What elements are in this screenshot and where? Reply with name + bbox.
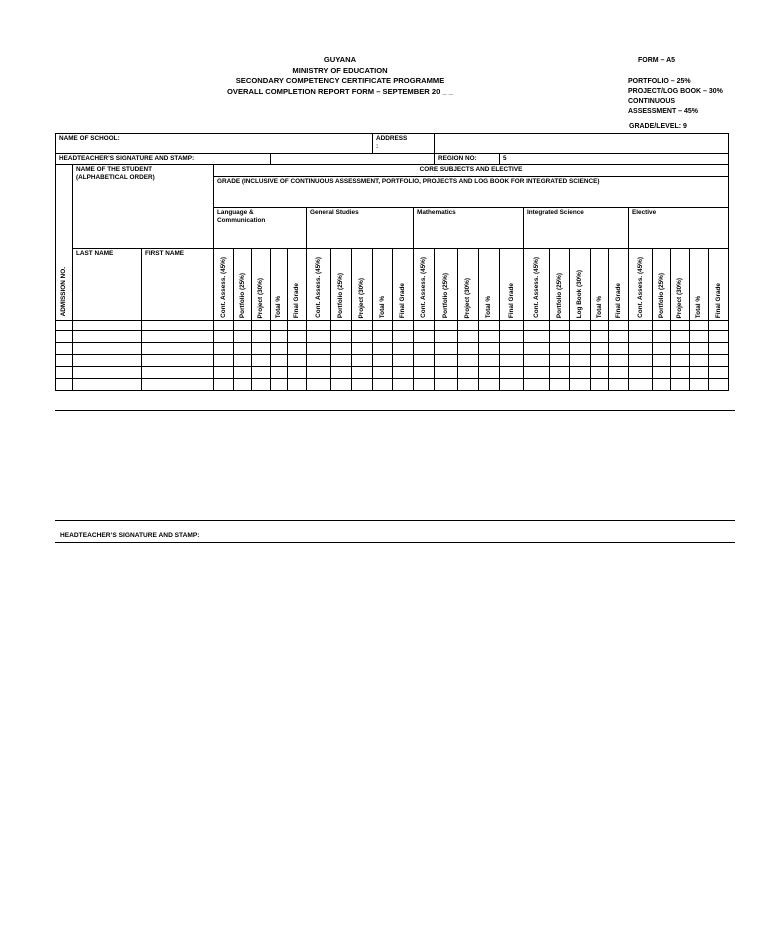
column-header [234,249,252,321]
table-cell[interactable] [373,367,393,379]
table-cell[interactable] [550,379,570,391]
table-cell[interactable] [570,355,591,367]
region-label: REGION NO: [438,155,477,162]
table-cell[interactable] [288,321,307,331]
table-cell[interactable] [252,321,271,331]
table-cell[interactable] [629,321,653,331]
table-row [56,331,729,343]
table-cell[interactable] [690,321,709,331]
table-cell[interactable] [653,367,671,379]
table-cell[interactable] [671,355,690,367]
table-cell[interactable] [500,355,524,367]
column-header [373,249,393,321]
table-cell[interactable] [500,331,524,343]
table-cell[interactable] [479,321,500,331]
table-cell[interactable] [629,331,653,343]
table-cell[interactable] [500,367,524,379]
table-cell[interactable] [671,379,690,391]
column-header [331,249,352,321]
table-cell[interactable] [500,343,524,355]
table-cell[interactable] [352,321,373,331]
table-cell[interactable] [56,321,73,331]
table-cell[interactable] [73,321,142,331]
table-cell[interactable] [609,331,629,343]
table-cell[interactable] [458,343,479,355]
column-header-label: Final Grade [714,282,722,318]
region-value-cell[interactable] [500,154,729,165]
table-cell[interactable] [307,343,331,355]
table-cell[interactable] [524,343,550,355]
table-cell[interactable] [288,355,307,367]
table-cell[interactable] [234,331,252,343]
table-cell[interactable] [288,379,307,391]
table-cell[interactable] [56,355,73,367]
subject-mathematics [414,208,524,249]
table-cell[interactable] [288,367,307,379]
table-cell[interactable] [393,379,414,391]
grade-note-header [214,177,729,208]
table-cell[interactable] [373,379,393,391]
weight-portfolio: PORTFOLIO – 25% [628,78,691,85]
table-cell[interactable] [414,355,435,367]
table-cell[interactable] [331,321,352,331]
table-cell[interactable] [458,379,479,391]
column-header [709,249,729,321]
section-divider [55,410,735,411]
table-cell[interactable] [73,343,142,355]
table-cell[interactable] [690,343,709,355]
column-header-label: Total % [485,295,492,318]
table-cell[interactable] [458,321,479,331]
table-cell[interactable] [234,379,252,391]
table-cell[interactable] [214,379,234,391]
table-cell[interactable] [373,331,393,343]
table-cell[interactable] [591,355,609,367]
subject-integrated-science-label: Integrated Science [527,209,584,216]
column-header [458,249,479,321]
table-cell[interactable] [653,321,671,331]
table-cell[interactable] [352,355,373,367]
first-name-header [142,249,214,321]
table-cell[interactable] [524,355,550,367]
table-cell[interactable] [629,367,653,379]
table-cell[interactable] [671,367,690,379]
table-cell[interactable] [609,343,629,355]
table-row [56,321,729,331]
table-cell[interactable] [331,379,352,391]
table-cell[interactable] [214,343,234,355]
table-cell[interactable] [271,331,288,343]
column-header-label: Project (30%) [676,277,683,318]
table-cell[interactable] [591,321,609,331]
table-cell[interactable] [73,331,142,343]
table-cell[interactable] [414,367,435,379]
table-cell[interactable] [629,355,653,367]
table-cell[interactable] [252,379,271,391]
admission-number-label: ADMISSION NO. [60,266,67,316]
column-header-label: Final Grade [507,282,515,318]
subject-elective-label: Elective [632,209,657,216]
column-header-label: Portfolio (25%) [657,272,665,318]
column-header-label: Total % [695,295,702,318]
form-code: FORM – A5 [638,57,676,64]
column-header-label: Total % [595,295,603,318]
subject-elective [629,208,729,249]
table-cell[interactable] [653,343,671,355]
header-country: GUYANA [323,55,357,64]
column-header [352,249,373,321]
assessment-weights [628,77,723,117]
column-header [307,249,331,321]
table-row [56,343,729,355]
table-cell[interactable] [288,331,307,343]
table-cell[interactable] [690,367,709,379]
column-header-label: Final Grade [293,282,300,318]
table-cell[interactable] [373,355,393,367]
address-label-cell [373,134,435,154]
table-cell[interactable] [271,321,288,331]
table-cell[interactable] [479,379,500,391]
table-cell[interactable] [570,367,591,379]
column-header-label: Cont. Assess. (45%) [314,257,322,318]
table-cell[interactable] [142,343,214,355]
student-name-label: NAME OF THE STUDENT [76,166,152,173]
table-cell[interactable] [234,321,252,331]
core-subjects-header [214,165,729,177]
column-header-label: Total % [275,295,282,318]
core-subjects-label: CORE SUBJECTS AND ELECTIVE [419,166,523,173]
column-header [479,249,500,321]
column-header [671,249,690,321]
column-header-label: Project (30%) [464,277,471,318]
column-header [500,249,524,321]
table-cell[interactable] [73,379,142,391]
table-cell[interactable] [524,367,550,379]
column-header [524,249,550,321]
address-field[interactable] [435,134,729,154]
column-header-label: Project (30%) [257,277,264,318]
table-cell[interactable] [570,343,591,355]
student-name-header [73,165,214,249]
table-cell[interactable] [524,379,550,391]
table-cell[interactable] [653,331,671,343]
column-header [591,249,609,321]
column-header-label: Cont. Assess. (45%) [636,257,644,318]
column-header [414,249,435,321]
weight-project: PROJECT/LOG BOOK – 30% [628,88,723,95]
signature-line-bottom [55,542,735,543]
table-cell[interactable] [709,367,729,379]
table-cell[interactable] [609,379,629,391]
column-header [690,249,709,321]
table-cell[interactable] [591,331,609,343]
table-cell[interactable] [393,355,414,367]
subject-mathematics-label: Mathematics [417,209,456,216]
table-cell[interactable] [393,331,414,343]
table-cell[interactable] [570,331,591,343]
column-header [550,249,570,321]
school-name-label: NAME OF SCHOOL: [59,135,120,142]
table-cell[interactable] [393,343,414,355]
weight-assessment: ASSESSMENT – 45% [628,108,699,115]
last-name-label: LAST NAME [76,250,114,257]
table-cell[interactable] [629,379,653,391]
table-cell[interactable] [271,355,288,367]
table-cell[interactable] [352,331,373,343]
table-cell[interactable] [331,343,352,355]
table-row [56,367,729,379]
table-cell[interactable] [591,343,609,355]
table-cell[interactable] [479,343,500,355]
table-cell[interactable] [479,331,500,343]
address-label: ADDRESS [376,135,408,142]
table-cell[interactable] [73,355,142,367]
form-header [200,55,480,97]
subject-language-line1: Language & [217,209,254,216]
table-cell[interactable] [142,355,214,367]
table-cell[interactable] [234,355,252,367]
subject-general-studies [307,208,414,249]
signature-cell [56,154,271,165]
table-cell[interactable] [414,321,435,331]
table-cell[interactable] [414,343,435,355]
table-cell[interactable] [331,331,352,343]
table-cell[interactable] [435,321,458,331]
table-cell[interactable] [142,321,214,331]
table-cell[interactable] [435,355,458,367]
subject-general-studies-label: General Studies [310,209,359,216]
table-cell[interactable] [307,355,331,367]
table-cell[interactable] [252,355,271,367]
column-header-label: Portfolio (25%) [442,272,449,318]
table-cell[interactable] [252,331,271,343]
table-cell[interactable] [629,343,653,355]
table-cell[interactable] [550,355,570,367]
table-cell[interactable] [609,355,629,367]
table-cell[interactable] [234,343,252,355]
signature-field[interactable] [271,154,435,165]
table-cell[interactable] [709,343,729,355]
signature-label: HEADTEACHER’S SIGNATURE AND STAMP: [59,155,195,162]
table-cell[interactable] [288,343,307,355]
table-cell[interactable] [458,331,479,343]
column-header-label: Total % [378,295,386,318]
table-cell[interactable] [142,379,214,391]
table-cell[interactable] [142,331,214,343]
school-name-cell[interactable] [56,134,373,154]
table-cell[interactable] [609,367,629,379]
table-cell[interactable] [550,331,570,343]
table-cell[interactable] [458,367,479,379]
column-header [435,249,458,321]
table-cell[interactable] [653,379,671,391]
table-row [56,379,729,391]
column-header-label: Project (30%) [358,277,365,318]
table-cell[interactable] [214,331,234,343]
weight-continuous: CONTINUOUS [628,98,676,105]
admission-number-header [56,165,73,321]
completion-report-table [55,133,729,391]
table-cell[interactable] [307,321,331,331]
column-header-label: Portfolio (25%) [337,272,344,318]
region-value: 5 [503,155,507,162]
table-cell[interactable] [271,367,288,379]
column-header [393,249,414,321]
subject-language-line2: Communication [217,217,266,224]
table-cell[interactable] [214,355,234,367]
table-cell[interactable] [690,355,709,367]
table-cell[interactable] [307,367,331,379]
subject-integrated-science [524,208,629,249]
table-cell[interactable] [214,321,234,331]
table-cell[interactable] [500,379,524,391]
table-cell[interactable] [271,379,288,391]
column-header [609,249,629,321]
column-header-label: Portfolio (25%) [555,272,563,318]
column-header-label: Portfolio (25%) [238,272,246,318]
table-cell[interactable] [709,355,729,367]
table-cell[interactable] [671,331,690,343]
table-cell[interactable] [307,331,331,343]
header-form-title: OVERALL COMPLETION REPORT FORM – SEPTEMBER 20 _ _ [226,86,454,96]
table-cell[interactable] [435,331,458,343]
column-header-label: Final Grade [614,282,622,318]
table-cell[interactable] [352,367,373,379]
grade-note-label: GRADE (INCLUSIVE OF CONTINUOUS ASSESSMENT, PORTFOLIO, PROJECTS AND LOG BOOK FOR INTEGRATED SCIENCE) [217,178,600,185]
column-header-label: Final Grade [399,282,406,318]
table-cell[interactable] [435,343,458,355]
column-header [629,249,653,321]
table-cell[interactable] [709,379,729,391]
address-colon: : [376,143,379,150]
table-cell[interactable] [252,343,271,355]
column-header [653,249,671,321]
signature-line-top [55,520,735,521]
table-cell[interactable] [142,367,214,379]
table-cell[interactable] [653,355,671,367]
column-header-label: Cont. Assess. (45%) [532,257,540,318]
table-cell[interactable] [570,379,591,391]
table-cell[interactable] [393,367,414,379]
table-cell[interactable] [709,321,729,331]
last-name-header [73,249,142,321]
table-cell[interactable] [435,379,458,391]
table-cell[interactable] [331,367,352,379]
column-header-label: Cont. Assess. (45%) [219,257,227,318]
table-cell[interactable] [609,321,629,331]
column-header [214,249,234,321]
grade-level: GRADE/LEVEL: 9 [629,123,687,130]
table-cell[interactable] [234,367,252,379]
table-cell[interactable] [550,321,570,331]
region-label-cell [435,154,500,165]
table-cell[interactable] [458,355,479,367]
table-cell[interactable] [373,343,393,355]
table-cell[interactable] [479,367,500,379]
table-cell[interactable] [352,343,373,355]
table-cell[interactable] [479,355,500,367]
table-cell[interactable] [307,379,331,391]
table-cell[interactable] [331,355,352,367]
column-header [271,249,288,321]
table-cell[interactable] [591,379,609,391]
table-cell[interactable] [500,321,524,331]
table-cell[interactable] [393,321,414,331]
table-cell[interactable] [671,321,690,331]
table-cell[interactable] [414,331,435,343]
table-cell[interactable] [352,379,373,391]
header-ministry: MINISTRY OF EDUCATION [292,65,388,75]
table-cell[interactable] [435,367,458,379]
table-row [56,355,729,367]
table-cell[interactable] [591,367,609,379]
table-cell[interactable] [56,331,73,343]
table-cell[interactable] [709,331,729,343]
column-header-label: Cont. Assess. (45%) [420,257,427,318]
table-cell[interactable] [56,379,73,391]
table-cell[interactable] [690,331,709,343]
table-cell[interactable] [214,367,234,379]
column-header [288,249,307,321]
footer-signature-label: HEADTEACHER’S SIGNATURE AND STAMP: [60,532,200,539]
table-cell[interactable] [524,321,550,331]
table-cell[interactable] [252,367,271,379]
column-header [570,249,591,321]
column-header-label: Log Book (30%) [576,269,583,318]
table-cell[interactable] [73,367,142,379]
table-cell[interactable] [570,321,591,331]
header-programme: SECONDARY COMPETENCY CERTIFICATE PROGRAMME [235,76,445,85]
table-cell[interactable] [56,367,73,379]
table-cell[interactable] [690,379,709,391]
table-cell[interactable] [550,367,570,379]
column-header [252,249,271,321]
table-cell[interactable] [671,343,690,355]
table-cell[interactable] [373,321,393,331]
student-order-label: (ALPHABETICAL ORDER) [76,174,155,181]
table-cell[interactable] [414,379,435,391]
table-cell[interactable] [524,331,550,343]
first-name-label: FIRST NAME [145,250,185,257]
subject-language [214,208,307,249]
table-cell[interactable] [550,343,570,355]
table-cell[interactable] [271,343,288,355]
table-cell[interactable] [56,343,73,355]
